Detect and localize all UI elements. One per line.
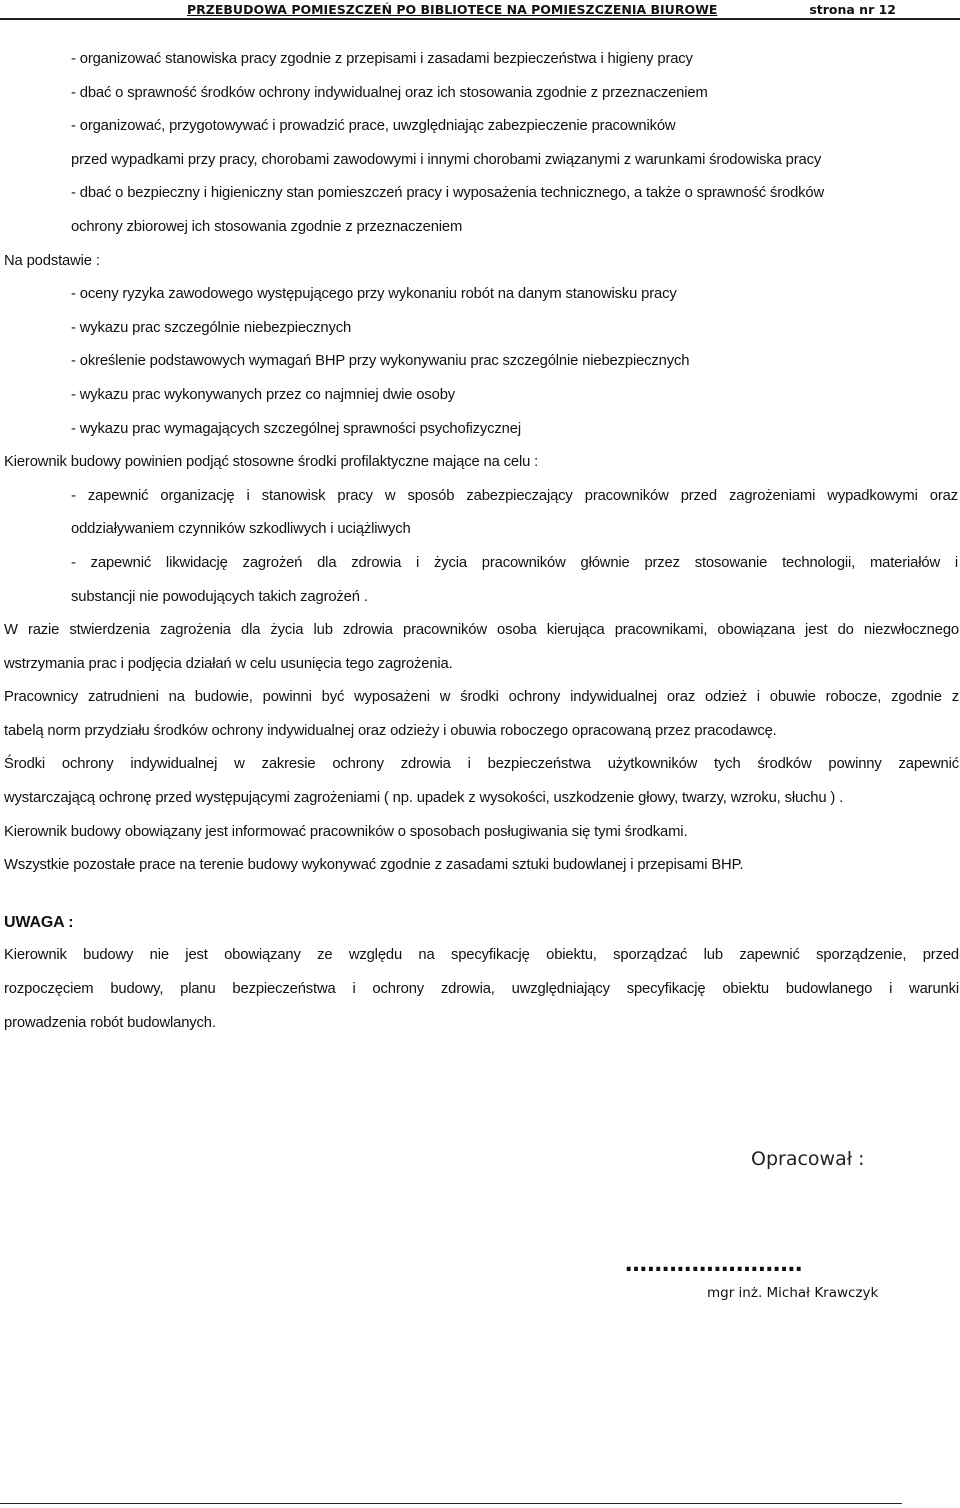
list-item: - wykazu prac szczególnie niebezpiecznych <box>71 319 352 336</box>
uwaga-line: Kierownik budowy nie jest obowiązany ze względu na specyfikację obiektu, sporządzać lub zapewnić sporządzenie, przed <box>4 947 959 964</box>
list-item: - oceny ryzyka zawodowego występującego przy wykonaniu robót na danym stanowisku pracy <box>71 286 677 303</box>
paragraph-line: Kierownik budowy obowiązany jest informować pracowników o sposobach posługiwania się tymi środkami. <box>4 823 688 840</box>
paragraph-line: Wszystkie pozostałe prace na terenie budowy wykonywać zgodnie z zasadami sztuki budowlanej i przepisami BHP. <box>4 857 744 874</box>
signature-author: mgr inż. Michał Krawczyk <box>707 1285 879 1301</box>
list-item: - zapewnić likwidację zagrożeń dla zdrowia i życia pracowników głównie przez stosowanie technologii, materiałów i <box>71 554 958 571</box>
list-item: - określenie podstawowych wymagań BHP przy wykonywaniu prac szczególnie niebezpiecznych <box>71 353 690 370</box>
uwaga-line: prowadzenia robót budowlanych. <box>4 1014 216 1031</box>
paragraph-line: wstrzymania prac i podjęcia działań w celu usunięcia tego zagrożenia. <box>4 655 453 672</box>
list-item: - wykazu prac wymagających szczególnej sprawności psychofizycznej <box>71 420 521 437</box>
list-item: - organizować stanowiska pracy zgodnie z przepisami i zasadami bezpieczeństwa i higieny pracy <box>71 51 693 67</box>
paragraph-line: tabelą norm przydziału środków ochrony indywidualnej oraz odzieży i obuwia roboczego opracowaną przez pracodawcę. <box>4 722 777 739</box>
list-item: - dbać o bezpieczny i higieniczny stan pomieszczeń pracy i wyposażenia technicznego, a także o sprawność środków <box>71 185 825 202</box>
paragraph-line: Pracownicy zatrudnieni na budowie, powinni być wyposażeni w środki ochrony indywidualnej oraz odzież i obuwie robocze, zgodnie z <box>4 689 959 706</box>
uwaga-heading: UWAGA : <box>4 913 74 931</box>
list-item-continuation: oddziaływaniem czynników szkodliwych i uciążliwych <box>71 521 411 538</box>
spacer <box>4 883 959 906</box>
list-item: - zapewnić organizację i stanowisk pracy w sposób zabezpieczający pracowników przed zagrożeniami wypadkowymi oraz <box>71 487 958 504</box>
list-item: - dbać o sprawność środków ochrony indywidualnej oraz ich stosowania zgodnie z przeznaczeniem <box>71 84 708 101</box>
section-label: Na podstawie : <box>4 252 100 269</box>
paragraph-line: Środki ochrony indywidualnej w zakresie ochrony zdrowia i bezpieczeństwa użytkowników tych środków powinny zapewnić <box>4 756 959 773</box>
document-body <box>4 43 959 1040</box>
list-item: - wykazu prac wykonywanych przez co najmniej dwie osoby <box>71 386 456 403</box>
list-item-continuation: przed wypadkami przy pracy, chorobami zawodowymi i innymi chorobami związanymi z warunkami środowiska pracy <box>71 151 822 168</box>
signature-label: Opracował : <box>751 1148 865 1170</box>
list-item-continuation: substancji nie powodujących takich zagrożeń . <box>71 588 368 605</box>
uwaga-line: rozpoczęciem budowy, planu bezpieczeństwa i ochrony zdrowia, uwzględniający specyfikację obiektu budowlanego i warunki <box>4 981 959 998</box>
document-title: PRZEBUDOWA POMIESZCZEŃ PO BIBLIOTECE NA POMIESZCZENIA BIUROWE <box>187 2 718 17</box>
paragraph-line: W razie stwierdzenia zagrożenia dla życia lub zdrowia pracowników osoba kierująca pracownikami, obowiązana jest do niezwłocznego <box>4 622 959 639</box>
list-item-continuation: ochrony zbiorowej ich stosowania zgodnie z przeznaczeniem <box>71 218 463 235</box>
page-number: strona nr 12 <box>809 2 896 17</box>
paragraph-line: Kierownik budowy powinien podjąć stosowne środki profilaktyczne mające na celu : <box>4 454 539 471</box>
paragraph-line: wystarczającą ochronę przed występującymi zagrożeniami ( np. upadek z wysokości, uszkodzenie głowy, twarzy, wzroku, słuchu ) . <box>4 790 844 807</box>
list-item: - organizować, przygotowywać i prowadzić prace, uwzględniając zabezpieczenie pracowników <box>71 118 676 135</box>
signature-dots: …………………… <box>625 1252 803 1277</box>
page-header <box>0 0 960 20</box>
footer-divider <box>0 1503 902 1504</box>
